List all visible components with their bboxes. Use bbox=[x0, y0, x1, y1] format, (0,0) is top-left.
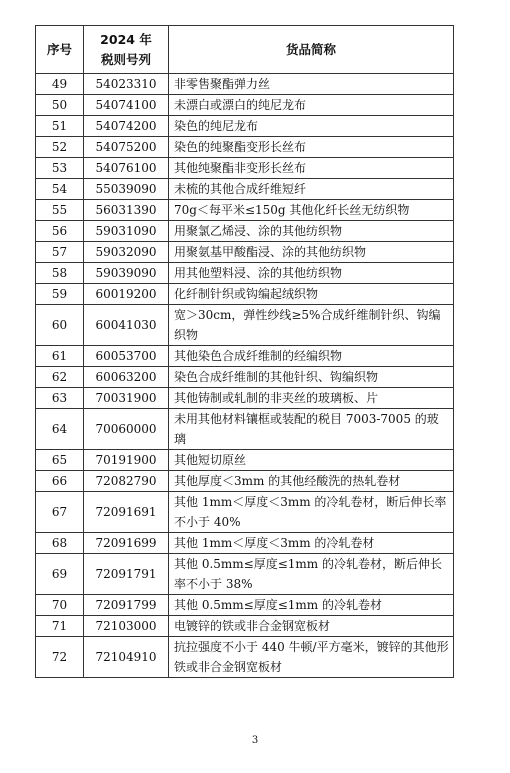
row-goods-name: 用聚氨基甲酸酯浸、涂的其他纺织物 bbox=[169, 242, 454, 263]
row-tariff-code: 54074100 bbox=[84, 95, 169, 116]
row-seq: 61 bbox=[36, 346, 84, 367]
row-tariff-code: 54074200 bbox=[84, 116, 169, 137]
row-seq: 62 bbox=[36, 367, 84, 388]
table-row bbox=[36, 409, 454, 450]
row-tariff-code: 54076100 bbox=[84, 158, 169, 179]
row-seq: 69 bbox=[36, 554, 84, 595]
table-row bbox=[36, 305, 454, 346]
row-seq: 56 bbox=[36, 221, 84, 242]
row-tariff-code: 56031390 bbox=[84, 200, 169, 221]
table-row bbox=[36, 242, 454, 263]
row-goods-name: 其他 1mm＜厚度＜3mm 的冷轧卷材，断后伸长率不小于 40% bbox=[169, 492, 454, 533]
row-tariff-code: 60063200 bbox=[84, 367, 169, 388]
row-seq: 55 bbox=[36, 200, 84, 221]
row-seq: 72 bbox=[36, 637, 84, 678]
table-row bbox=[36, 554, 454, 595]
table-row bbox=[36, 200, 454, 221]
row-tariff-code: 72104910 bbox=[84, 637, 169, 678]
row-tariff-code: 70060000 bbox=[84, 409, 169, 450]
table-row bbox=[36, 137, 454, 158]
row-goods-name: 化纤制针织或钩编起绒织物 bbox=[169, 284, 454, 305]
row-goods-name: 染色的纯聚酯变形长丝布 bbox=[169, 137, 454, 158]
table-row bbox=[36, 367, 454, 388]
row-goods-name: 宽＞30cm，弹性纱线≥5%合成纤维制针织、钩编织物 bbox=[169, 305, 454, 346]
table-row bbox=[36, 158, 454, 179]
row-tariff-code: 60053700 bbox=[84, 346, 169, 367]
row-goods-name: 用聚氯乙烯浸、涂的其他纺织物 bbox=[169, 221, 454, 242]
table-row bbox=[36, 471, 454, 492]
table-row bbox=[36, 263, 454, 284]
row-seq: 53 bbox=[36, 158, 84, 179]
table-row bbox=[36, 95, 454, 116]
table-row bbox=[36, 388, 454, 409]
row-seq: 64 bbox=[36, 409, 84, 450]
header-tariff-code bbox=[84, 26, 169, 74]
row-tariff-code: 54023310 bbox=[84, 74, 169, 95]
row-goods-name: 染色的纯尼龙布 bbox=[169, 116, 454, 137]
table-row bbox=[36, 74, 454, 95]
row-tariff-code: 72082790 bbox=[84, 471, 169, 492]
row-tariff-code: 60041030 bbox=[84, 305, 169, 346]
row-goods-name: 未用其他材料镶框或装配的税目 7003-7005 的玻璃 bbox=[169, 409, 454, 450]
row-goods-name: 非零售聚酯弹力丝 bbox=[169, 74, 454, 95]
table-row bbox=[36, 595, 454, 616]
table-row bbox=[36, 637, 454, 678]
row-tariff-code: 70191900 bbox=[84, 450, 169, 471]
row-tariff-code: 59039090 bbox=[84, 263, 169, 284]
row-goods-name: 其他 0.5mm≤厚度≤1mm 的冷轧卷材 bbox=[169, 595, 454, 616]
table-row bbox=[36, 221, 454, 242]
table-row bbox=[36, 179, 454, 200]
row-seq: 49 bbox=[36, 74, 84, 95]
row-seq: 66 bbox=[36, 471, 84, 492]
row-seq: 58 bbox=[36, 263, 84, 284]
header-tariff-code-line2: 税则号列 bbox=[100, 51, 151, 67]
row-tariff-code: 72091799 bbox=[84, 595, 169, 616]
row-seq: 63 bbox=[36, 388, 84, 409]
row-goods-name: 70g＜每平米≤150g 其他化纤长丝无纺织物 bbox=[169, 200, 454, 221]
header-goods-name: 货品简称 bbox=[169, 26, 454, 74]
row-goods-name: 其他染色合成纤维制的经编织物 bbox=[169, 346, 454, 367]
row-tariff-code: 70031900 bbox=[84, 388, 169, 409]
row-tariff-code: 54075200 bbox=[84, 137, 169, 158]
row-seq: 54 bbox=[36, 179, 84, 200]
row-goods-name: 用其他塑料浸、涂的其他纺织物 bbox=[169, 263, 454, 284]
row-goods-name: 未梳的其他合成纤维短纤 bbox=[169, 179, 454, 200]
row-seq: 70 bbox=[36, 595, 84, 616]
row-tariff-code: 59031090 bbox=[84, 221, 169, 242]
row-seq: 51 bbox=[36, 116, 84, 137]
row-seq: 59 bbox=[36, 284, 84, 305]
table-header-row bbox=[36, 26, 454, 74]
row-goods-name: 电镀锌的铁或非合金钢宽板材 bbox=[169, 616, 454, 637]
row-goods-name: 其他厚度＜3mm 的其他经酸洗的热轧卷材 bbox=[169, 471, 454, 492]
row-tariff-code: 72103000 bbox=[84, 616, 169, 637]
table-body bbox=[36, 74, 454, 678]
row-goods-name: 未漂白或漂白的纯尼龙布 bbox=[169, 95, 454, 116]
row-seq: 57 bbox=[36, 242, 84, 263]
row-seq: 65 bbox=[36, 450, 84, 471]
row-goods-name: 其他铸制或轧制的非夹丝的玻璃板、片 bbox=[169, 388, 454, 409]
row-tariff-code: 55039090 bbox=[84, 179, 169, 200]
row-seq: 50 bbox=[36, 95, 84, 116]
row-seq: 60 bbox=[36, 305, 84, 346]
table-row bbox=[36, 450, 454, 471]
goods-table bbox=[35, 25, 454, 678]
row-seq: 52 bbox=[36, 137, 84, 158]
table-row bbox=[36, 616, 454, 637]
row-seq: 68 bbox=[36, 533, 84, 554]
row-tariff-code: 72091691 bbox=[84, 492, 169, 533]
row-goods-name: 其他短切原丝 bbox=[169, 450, 454, 471]
row-goods-name: 其他纯聚酯非变形长丝布 bbox=[169, 158, 454, 179]
header-seq: 序号 bbox=[36, 26, 84, 74]
header-tariff-code-line1: 2024 年 bbox=[100, 31, 152, 47]
page-number: 3 bbox=[251, 735, 259, 746]
row-seq: 71 bbox=[36, 616, 84, 637]
table-row bbox=[36, 116, 454, 137]
row-goods-name: 其他 1mm＜厚度＜3mm 的冷轧卷材 bbox=[169, 533, 454, 554]
row-tariff-code: 72091699 bbox=[84, 533, 169, 554]
row-goods-name: 抗拉强度不小于 440 牛顿/平方毫米，镀锌的其他形铁或非合金钢宽板材 bbox=[169, 637, 454, 678]
table-row bbox=[36, 492, 454, 533]
row-goods-name: 染色合成纤维制的其他针织、钩编织物 bbox=[169, 367, 454, 388]
row-tariff-code: 59032090 bbox=[84, 242, 169, 263]
table-row bbox=[36, 284, 454, 305]
table-row bbox=[36, 346, 454, 367]
row-tariff-code: 72091791 bbox=[84, 554, 169, 595]
row-tariff-code: 60019200 bbox=[84, 284, 169, 305]
table-row bbox=[36, 533, 454, 554]
row-goods-name: 其他 0.5mm≤厚度≤1mm 的冷轧卷材，断后伸长率不小于 38% bbox=[169, 554, 454, 595]
row-seq: 67 bbox=[36, 492, 84, 533]
